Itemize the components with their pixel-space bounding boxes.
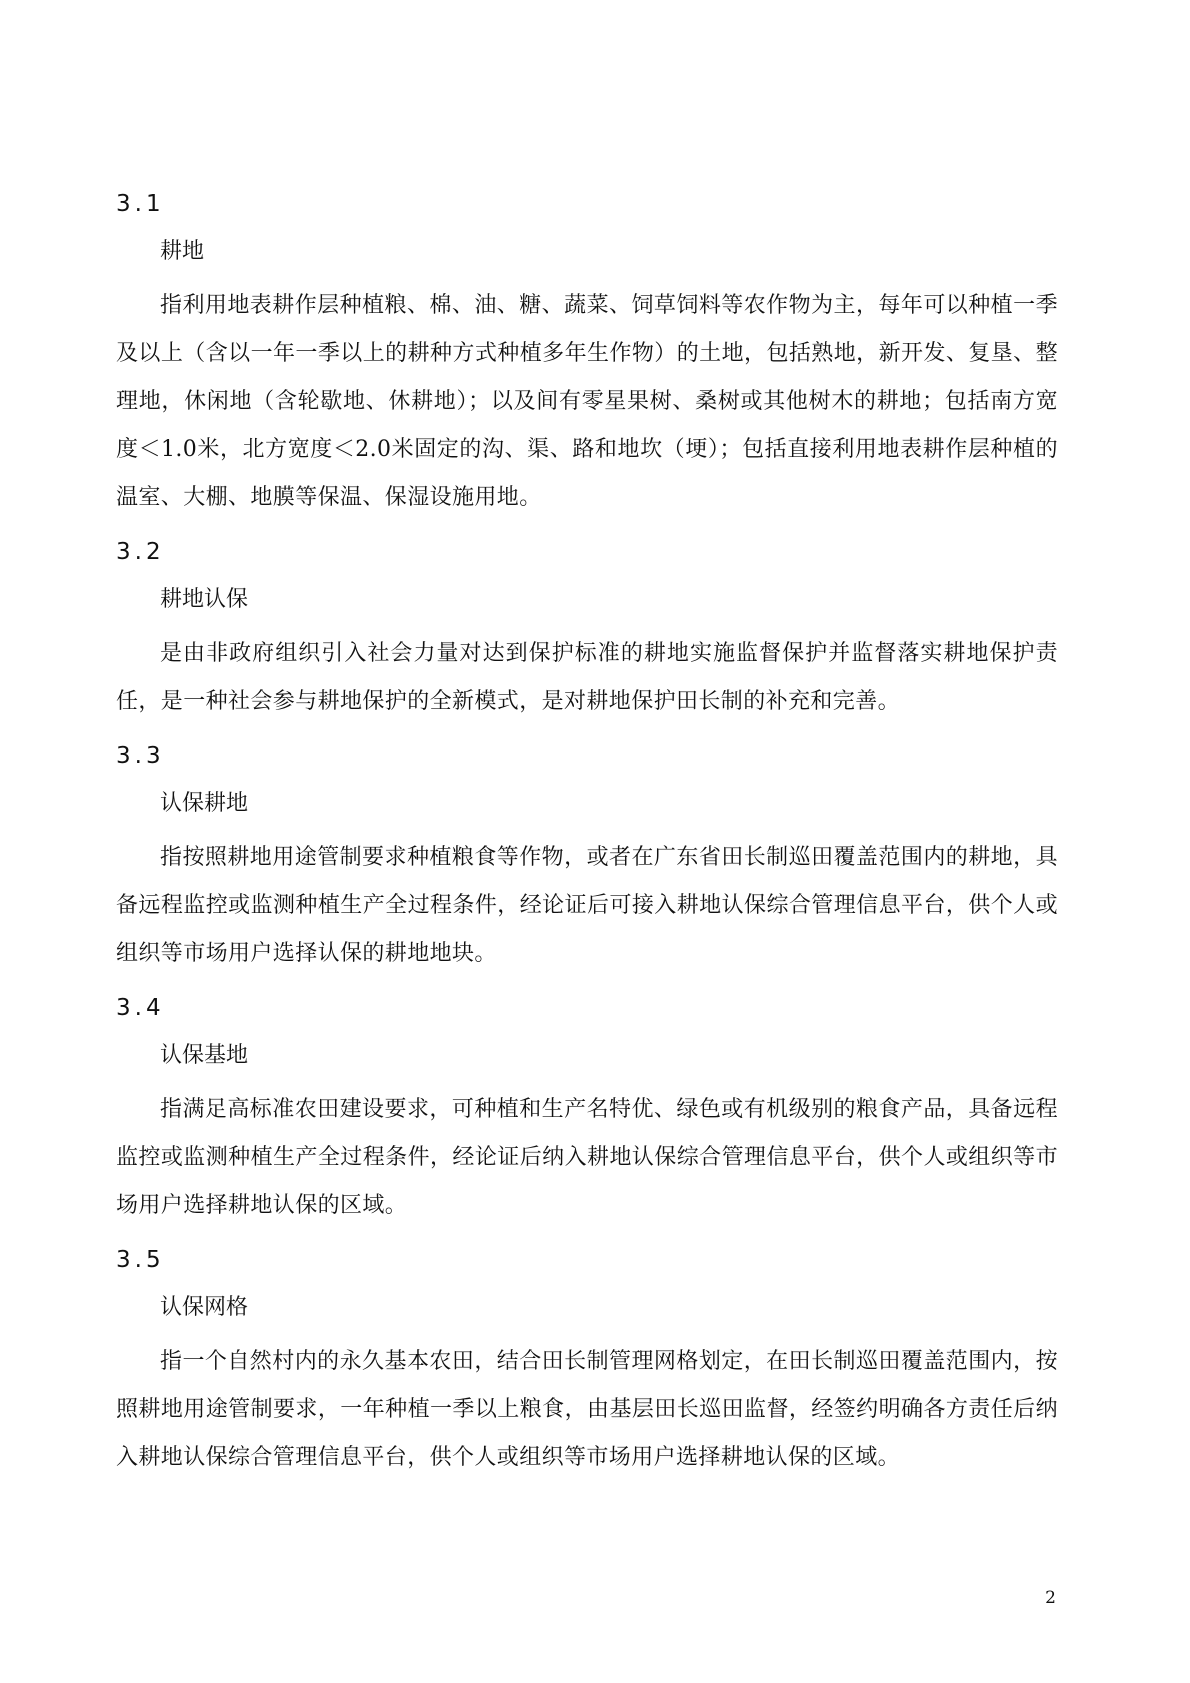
section-number: 3.1 xyxy=(116,191,165,217)
term-definition: 是由非政府组织引入社会力量对达到保护标准的耕地实施监督保护并监督落实耕地保护责任，是一种社会参与耕地保护的全新模式，是对耕地保护田长制的补充和完善。 xyxy=(116,641,1058,714)
term-definition: 指满足高标准农田建设要求，可种植和生产名特优、绿色或有机级别的粮食产品，具备远程监控或监测种植生产全过程条件，经论证后纳入耕地认保综合管理信息平台，供个人或组织等市场用户选择耕地认保的区域。 xyxy=(116,1097,1058,1218)
section-3-1 xyxy=(116,186,1058,522)
page-number: 2 xyxy=(1045,1588,1056,1608)
section-number: 3.3 xyxy=(116,743,165,769)
term-title: 耕地 xyxy=(160,239,205,264)
term-definition: 指利用地表耕作层种植粮、棉、油、糖、蔬菜、饲草饲料等农作物为主，每年可以种植一季及以上（含以一年一季以上的耕种方式种植多年生作物）的土地，包括熟地，新开发、复垦、整理地，休闲地（含轮歇地、休耕地）；以及间有零星果树、桑树或其他树木的耕地；包括南方宽度＜1.0米，北方宽度＜2.0米固定的沟、渠、路和地坎（埂）；包括直接利用地表耕作层种植的温室、大棚、地膜等保温、保湿设施用地。 xyxy=(116,293,1058,510)
section-number: 3.4 xyxy=(116,995,165,1021)
term-definition: 指一个自然村内的永久基本农田，结合田长制管理网格划定，在田长制巡田覆盖范围内，按照耕地用途管制要求，一年种植一季以上粮食，由基层田长巡田监督，经签约明确各方责任后纳入耕地认保综合管理信息平台，供个人或组织等市场用户选择耕地认保的区域。 xyxy=(116,1349,1058,1470)
term-title: 认保耕地 xyxy=(160,791,249,816)
term-title: 认保基地 xyxy=(160,1043,249,1068)
term-definition: 指按照耕地用途管制要求种植粮食等作物，或者在广东省田长制巡田覆盖范围内的耕地，具备远程监控或监测种植生产全过程条件，经论证后可接入耕地认保综合管理信息平台，供个人或组织等市场用户选择认保的耕地地块。 xyxy=(116,845,1058,966)
term-title: 认保网格 xyxy=(160,1295,249,1320)
term-title: 耕地认保 xyxy=(160,587,249,612)
section-3-3 xyxy=(116,738,1058,978)
section-3-2 xyxy=(116,534,1058,726)
section-number: 3.2 xyxy=(116,539,165,565)
section-3-5 xyxy=(116,1242,1058,1482)
document-body xyxy=(116,186,1058,1494)
section-number: 3.5 xyxy=(116,1247,165,1273)
section-3-4 xyxy=(116,990,1058,1230)
